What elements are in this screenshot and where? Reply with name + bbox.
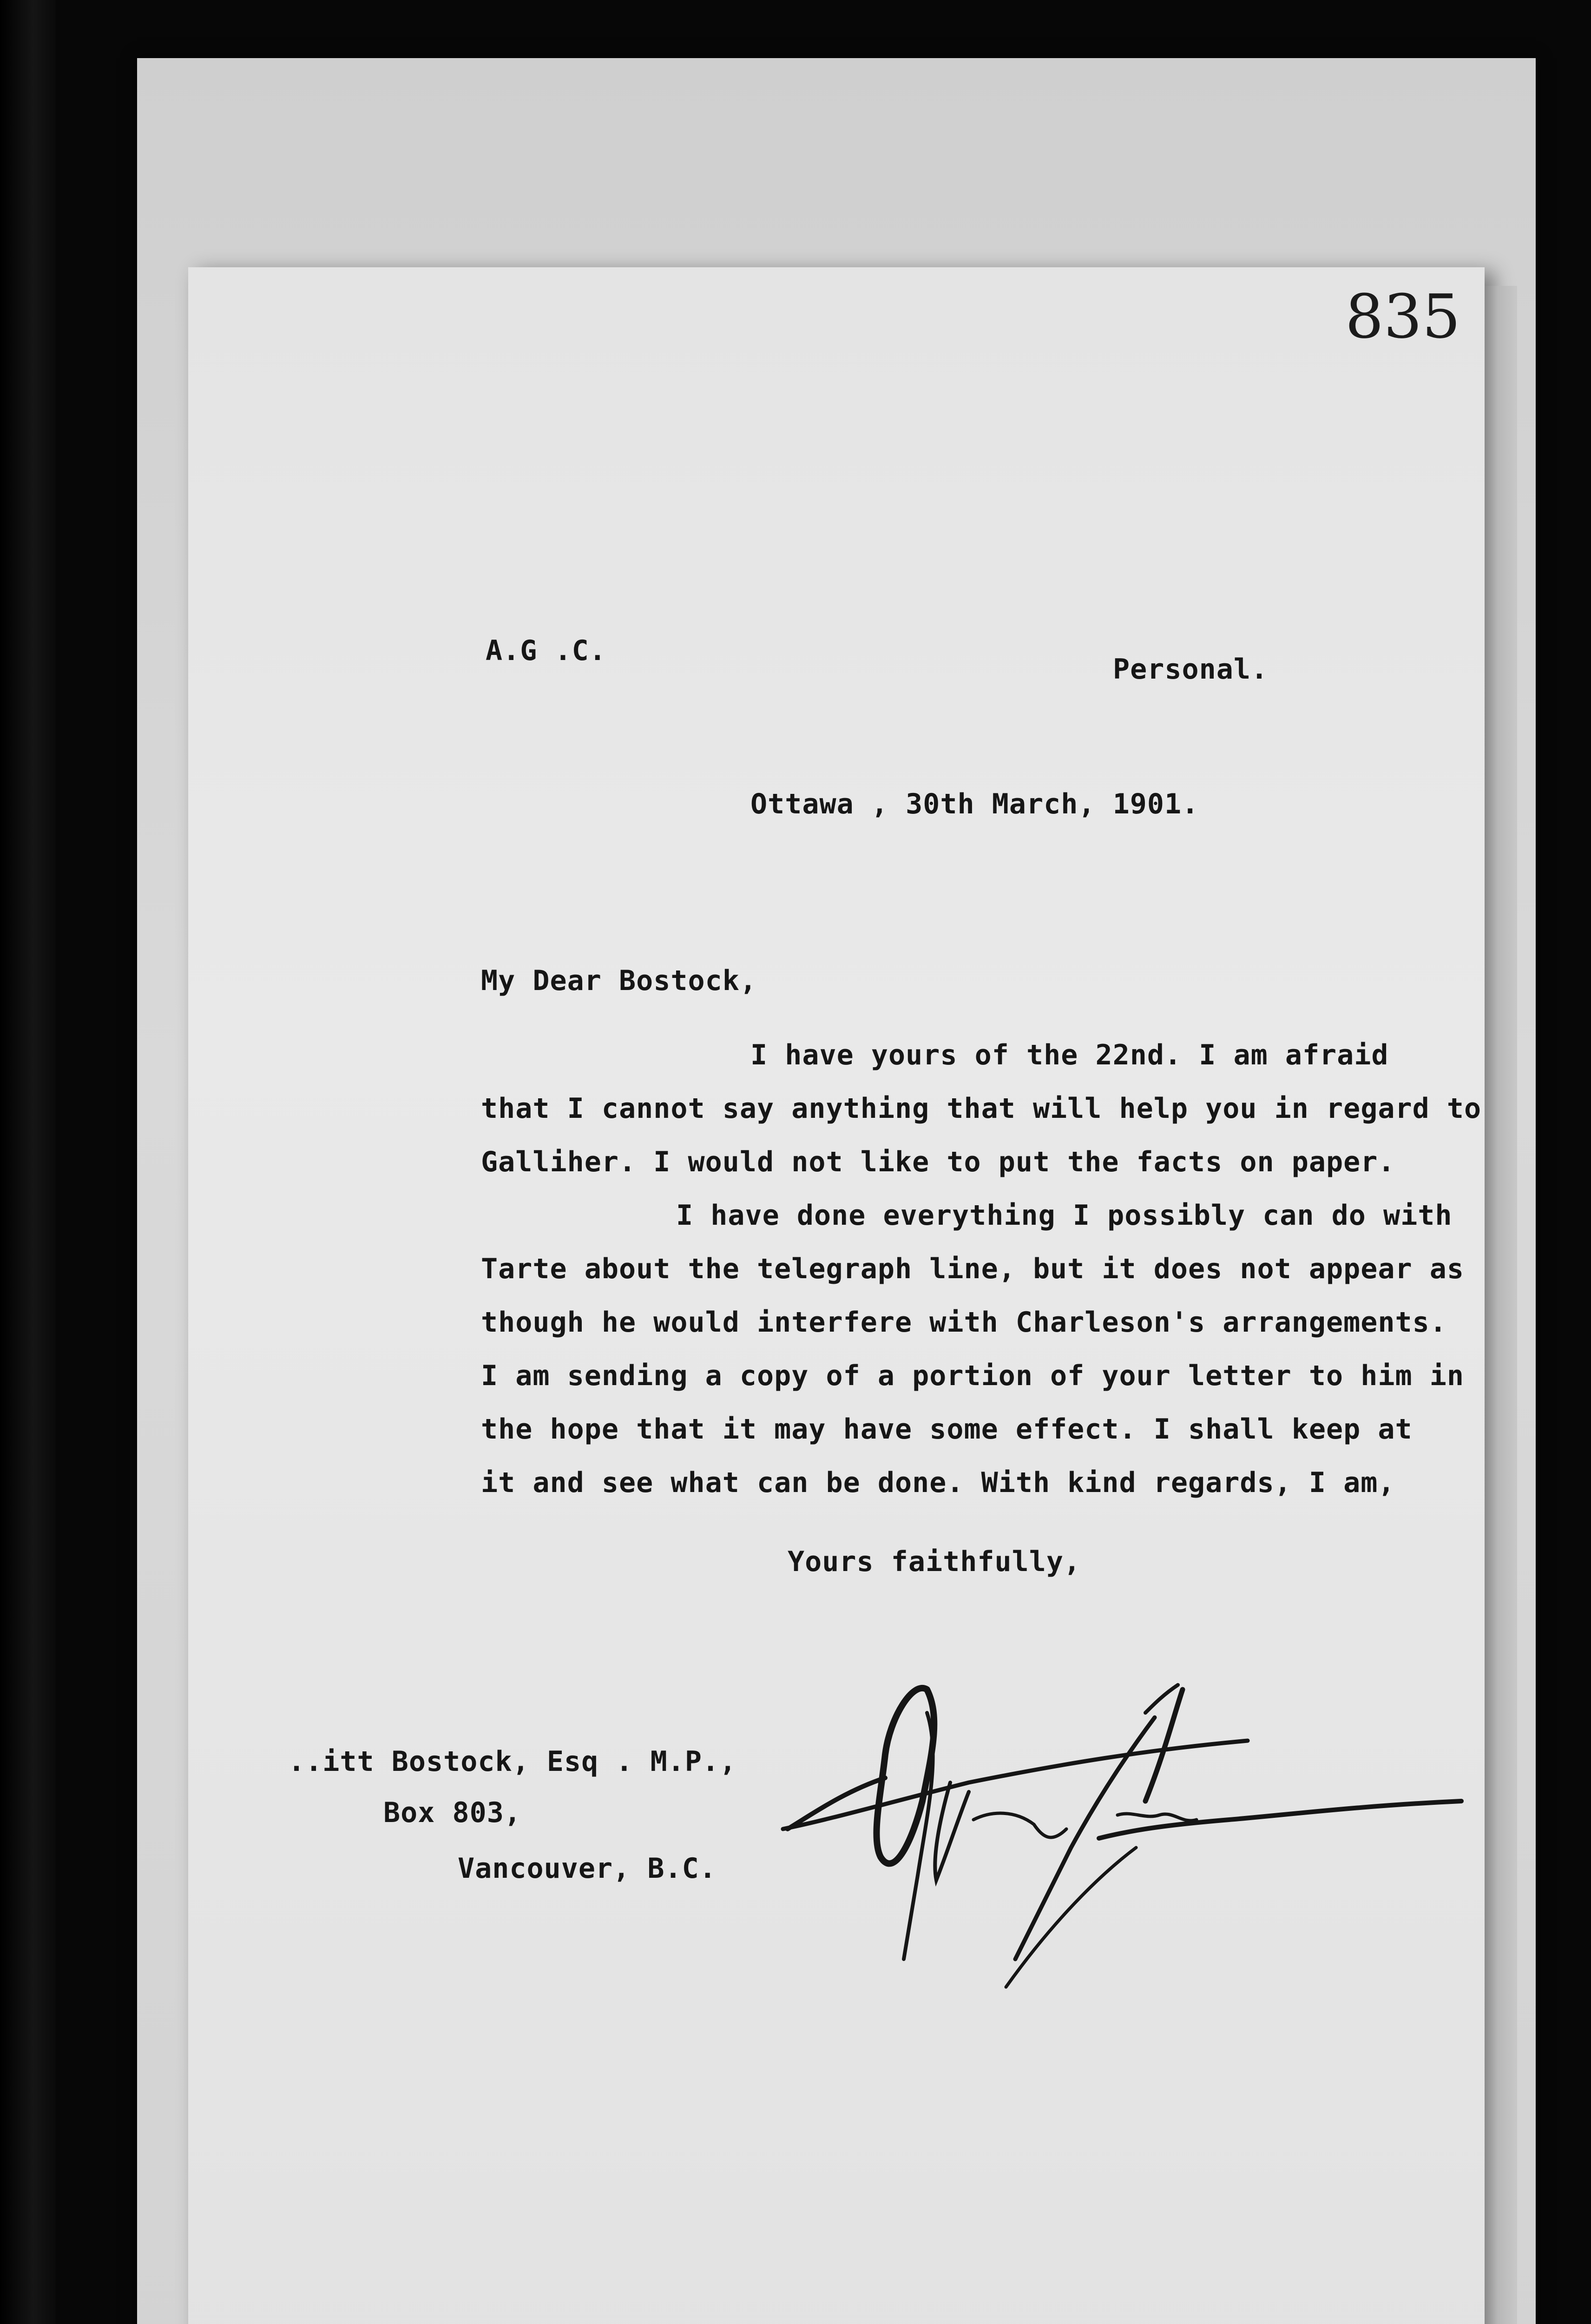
recipient-name: ..itt Bostock, Esq . M.P., bbox=[288, 1745, 737, 1778]
archive-page bbox=[137, 58, 1536, 2324]
closing: Yours faithfully, bbox=[788, 1545, 1081, 1578]
classification-label: Personal. bbox=[1113, 653, 1269, 686]
reference-code: A.G .C. bbox=[486, 634, 606, 667]
body-line: that I cannot say anything that will help you in regard to bbox=[481, 1092, 1482, 1125]
film-border bbox=[0, 0, 56, 2324]
letter-sheet bbox=[188, 267, 1485, 2324]
body-line: though he would interfere with Charleson's arrangements. bbox=[481, 1306, 1447, 1339]
body-line: I have yours of the 22nd. I am afraid bbox=[750, 1039, 1389, 1071]
body-line: I have done everything I possibly can do with bbox=[676, 1199, 1453, 1232]
body-line: Galliher. I would not like to put the facts on paper. bbox=[481, 1146, 1395, 1178]
salutation: My Dear Bostock, bbox=[481, 964, 757, 997]
body-line: I am sending a copy of a portion of your letter to him in bbox=[481, 1360, 1465, 1392]
page-number: 835 bbox=[1345, 281, 1461, 352]
recipient-address-line: Vancouver, B.C. bbox=[458, 1852, 717, 1885]
body-line: the hope that it may have some effect. I shall keep at bbox=[481, 1413, 1413, 1446]
body-line: it and see what can be done. With kind regards, I am, bbox=[481, 1466, 1395, 1499]
body-line: Tarte about the telegraph line, but it does not appear as bbox=[481, 1253, 1465, 1285]
signature bbox=[774, 1662, 1480, 2034]
place-date: Ottawa , 30th March, 1901. bbox=[750, 788, 1199, 820]
recipient-address-line: Box 803, bbox=[383, 1796, 521, 1829]
sheet-edge bbox=[1485, 286, 1517, 2324]
